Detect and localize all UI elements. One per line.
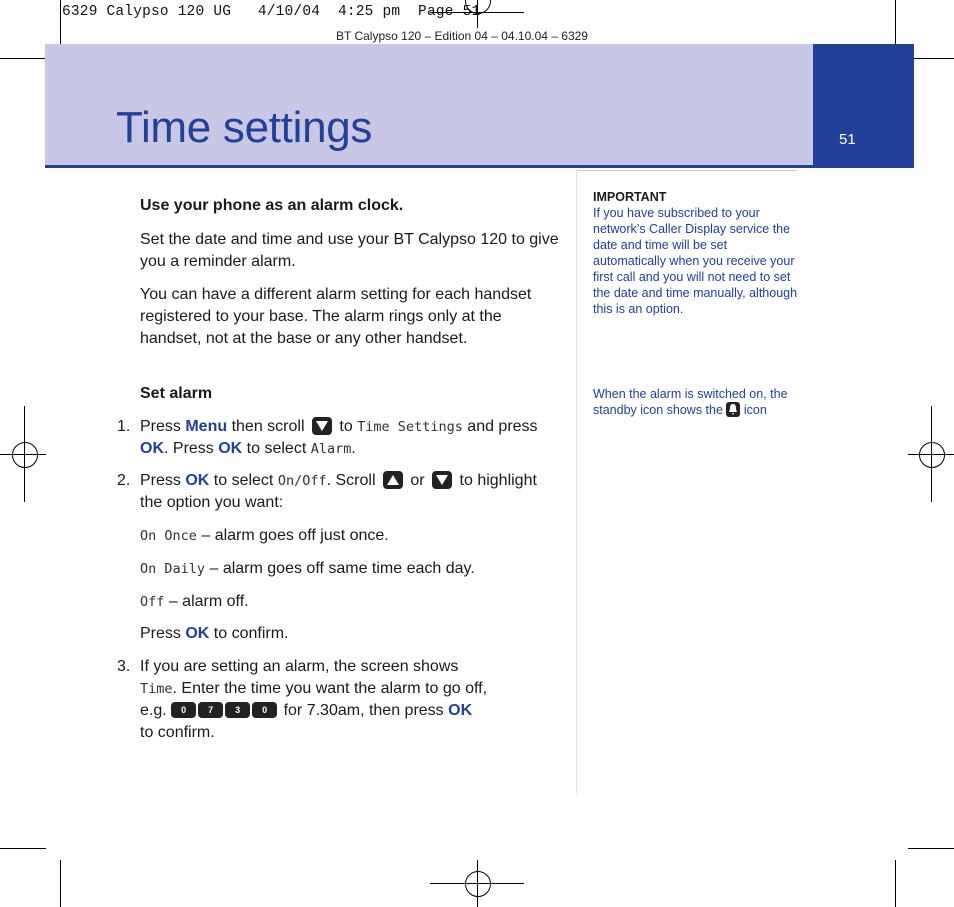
scroll-up-key-icon: [383, 471, 403, 489]
screen-text: Alarm: [310, 441, 352, 457]
step-text: Press: [140, 418, 186, 435]
crop-mark: [895, 0, 896, 46]
step-text: .: [351, 440, 356, 457]
note-text: icon: [740, 403, 767, 417]
confirm-line: [140, 623, 560, 645]
step-text: to: [334, 418, 358, 435]
step-2: [117, 470, 560, 514]
key-0-icon: 0: [252, 702, 277, 718]
important-heading: IMPORTANT: [593, 190, 667, 204]
intro-paragraph: Set the date and time and use your BT Calypso 120 to give you a reminder alarm.: [140, 231, 559, 270]
step-number: 2.: [117, 472, 131, 489]
step-1: [117, 416, 560, 460]
step-text: to select: [209, 472, 278, 489]
key-3-icon: 3: [225, 702, 250, 718]
screen-text: On Daily: [140, 561, 206, 577]
step-3: [117, 656, 560, 744]
registration-line: [931, 406, 932, 502]
step-text: and press: [462, 418, 538, 435]
note-text: When the alarm is switched on, the standby icon shows the: [593, 387, 788, 417]
ok-keyword: OK: [185, 472, 210, 489]
screen-text: Time: [140, 681, 173, 697]
crop-mark: [895, 860, 896, 907]
crop-mark: [0, 58, 46, 59]
section-heading: Set alarm: [140, 385, 213, 402]
registration-line: [24, 406, 25, 502]
step-text: . Enter the time you want the alarm to go off,: [172, 680, 488, 697]
bell-icon: [726, 402, 740, 417]
key-0-icon: 0: [171, 702, 196, 718]
alarm-icon-note: [593, 386, 803, 418]
step-text: to select: [242, 440, 311, 457]
step-text: to confirm.: [209, 625, 289, 642]
step-text: then scroll: [227, 418, 309, 435]
crop-mark: [60, 0, 61, 46]
edition-line: BT Calypso 120 – Edition 04 – 04.10.04 – 6329: [336, 29, 588, 43]
ok-keyword: OK: [218, 440, 243, 457]
scroll-down-key-icon: [312, 417, 332, 435]
registration-mark-right: [919, 442, 945, 468]
column-divider: [576, 172, 577, 794]
crop-mark: [908, 58, 954, 59]
screen-text: Time Settings: [357, 419, 463, 435]
print-slug: 6329 Calypso 120 UG 4/10/04 4:25 pm Page 51: [62, 4, 481, 20]
step-text: to confirm.: [140, 724, 215, 741]
step-text: to highlight the option you want:: [140, 472, 537, 511]
intro-heading: Use your phone as an alarm clock.: [140, 197, 404, 214]
option-text: – alarm off.: [164, 593, 249, 610]
menu-keyword: Menu: [185, 418, 228, 435]
sidebar-rule: [576, 170, 797, 171]
screen-text: Off: [140, 594, 165, 610]
intro-paragraph: You can have a different alarm setting for each handset registered to your base. The alarm rings only at the handset, not at the base or any other handset.: [140, 286, 532, 347]
option-off: [140, 591, 560, 613]
registration-line: [0, 454, 46, 455]
ok-keyword: OK: [140, 440, 164, 457]
crop-mark: [908, 848, 954, 849]
crop-mark: [60, 860, 61, 907]
page-number-tab: [813, 44, 914, 168]
step-number: 1.: [117, 418, 131, 435]
step-text: e.g.: [140, 702, 172, 719]
title-rule: [45, 165, 913, 168]
screen-text: On/Off: [277, 473, 327, 489]
registration-line: [477, 860, 478, 907]
step-text: . Press: [164, 440, 219, 457]
important-note: [593, 189, 803, 317]
page-title: Time settings: [116, 103, 373, 152]
option-text: – alarm goes off just once.: [196, 527, 389, 544]
key-7-icon: 7: [198, 702, 223, 718]
option-on-daily: [140, 558, 560, 580]
screen-text: On Once: [140, 528, 197, 544]
step-text: or: [405, 472, 430, 489]
important-text: If you have subscribed to your network’s Caller Display service the date and time will be set automatically when you receive your first call and you will not need to set the date and time manually, although this is an option.: [593, 206, 798, 316]
main-column: [117, 195, 560, 744]
step-text: Press: [140, 625, 186, 642]
step-text: If you are setting an alarm, the screen shows: [140, 658, 459, 675]
scroll-down-key-icon: [432, 471, 452, 489]
registration-mark-bottom: [465, 871, 491, 897]
crop-mark: [0, 848, 46, 849]
step-text: . Scroll: [326, 472, 380, 489]
option-on-once: [140, 525, 560, 547]
ok-keyword: OK: [448, 702, 473, 719]
step-text: Press: [140, 472, 186, 489]
step-number: 3.: [117, 658, 131, 675]
step-text: for 7.30am, then press: [279, 702, 449, 719]
option-text: – alarm goes off same time each day.: [205, 560, 475, 577]
ok-keyword: OK: [185, 625, 210, 642]
registration-mark-left: [12, 442, 38, 468]
page-number: 51: [839, 131, 856, 148]
